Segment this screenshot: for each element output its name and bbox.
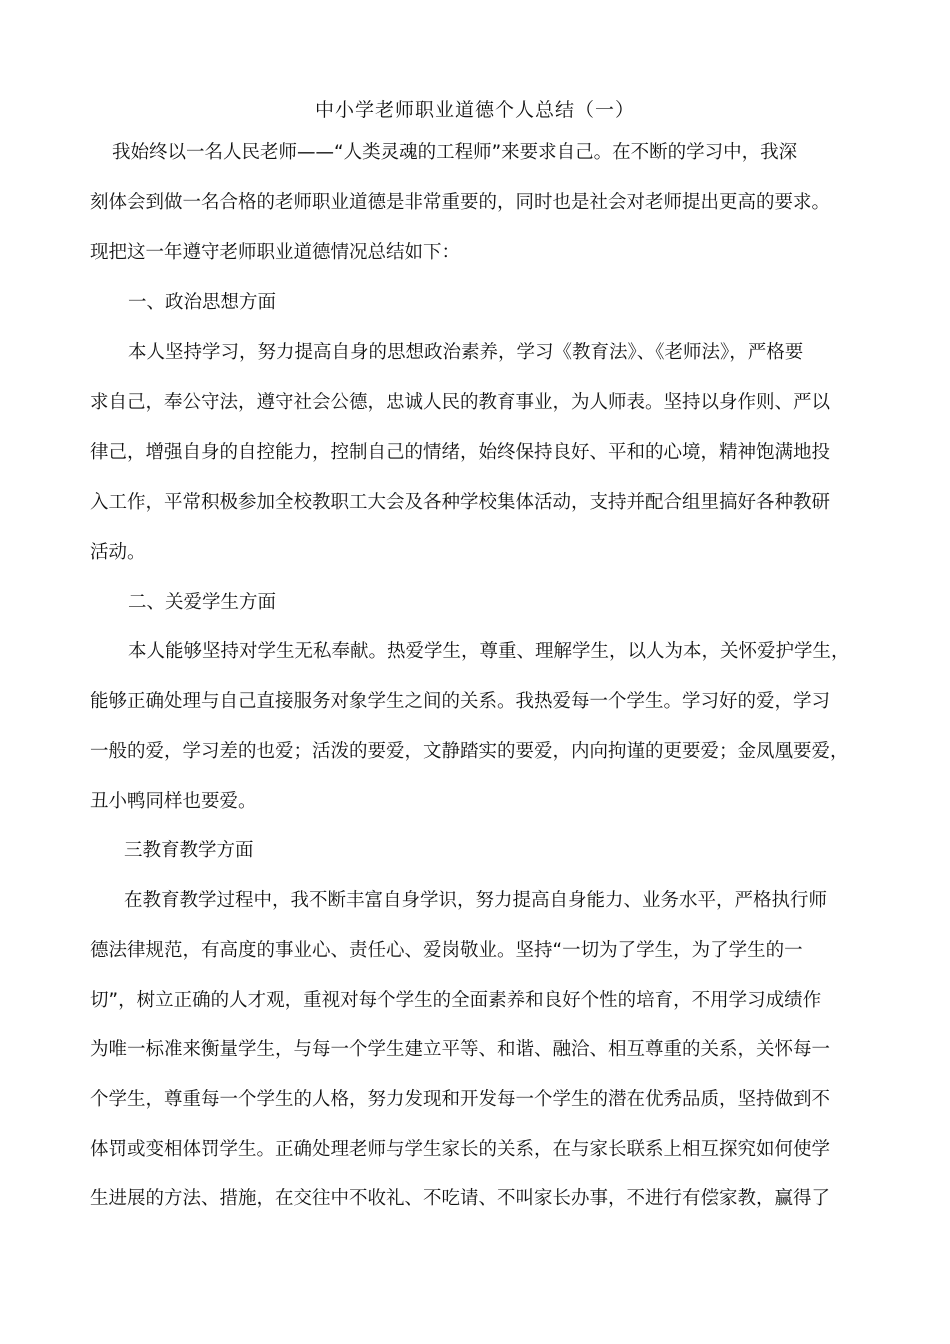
paragraph-line: 律己，增强自身的自控能力，控制自己的情绪，始终保持良好、平和的心境，精神饱满地投 (90, 442, 831, 463)
paragraph-line: 德法律规范，有高度的事业心、责任心、爱岗敬业。坚持“一切为了学生，为了学生的一 (90, 940, 803, 961)
paragraph-line: 能够正确处理与自己直接服务对象学生之间的关系。我热爱每一个学生。学习好的爱，学习 (90, 691, 831, 712)
paragraph-line: 本人能够坚持对学生无私奉献。热爱学生，尊重、理解学生，以人为本，关怀爱护学生， (128, 641, 850, 662)
paragraph-line: 求自己，奉公守法，遵守社会公德，忠诚人民的教育事业，为人师表。坚持以身作则、严以 (90, 392, 831, 413)
paragraph-line: 活动。 (90, 542, 146, 563)
paragraph-line: 个学生，尊重每一个学生的人格，努力发现和开发每一个学生的潜在优秀品质，坚持做到不 (90, 1089, 831, 1110)
paragraph-line: 体罚或变相体罚学生。正确处理老师与学生家长的关系，在与家长联系上相互探究如何使学 (90, 1139, 831, 1160)
paragraph-line: 生进展的方法、措施，在交往中不收礼、不吃请、不叫家长办事，不进行有偿家教，赢得了 (90, 1188, 831, 1209)
section-heading: 二、关爱学生方面 (128, 592, 277, 613)
paragraph-line: 切”，树立正确的人才观，重视对每个学生的全面素养和良好个性的培育，不用学习成绩作 (90, 990, 822, 1011)
paragraph-line: 我始终以一名人民老师——“人类灵魂的工程师”来要求自己。在不断的学习中，我深 (112, 142, 798, 163)
paragraph-line: 现把这一年遵守老师职业道德情况总结如下： (90, 242, 461, 263)
paragraph-line: 在教育教学过程中，我不断丰富自身学识，努力提高自身能力、业务水平，严格执行师 (124, 890, 828, 911)
section-heading: 三教育教学方面 (124, 840, 254, 861)
paragraph-line: 丑小鸭同样也要爱。 (90, 791, 257, 812)
document-title: 中小学老师职业道德个人总结（一） (314, 99, 635, 121)
paragraph-line: 本人坚持学习，努力提高自身的思想政治素养，学习《教育法》、《老师法》，严格要 (128, 342, 804, 363)
paragraph-line: 一般的爱，学习差的也爱；活泼的要爱，文静踏实的要爱，内向拘谨的更要爱；金凤凰要爱， (90, 741, 849, 762)
paragraph-line: 刻体会到做一名合格的老师职业道德是非常重要的，同时也是社会对老师提出更高的要求。 (90, 192, 831, 213)
paragraph-line: 为唯一标准来衡量学生，与每一个学生建立平等、和谐、融洽、相互尊重的关系，关怀每一 (90, 1039, 831, 1060)
section-heading: 一、政治思想方面 (128, 292, 277, 313)
paragraph-line: 入工作，平常积极参加全校教职工大会及各种学校集体活动，支持并配合组里搞好各种教研 (90, 492, 831, 513)
